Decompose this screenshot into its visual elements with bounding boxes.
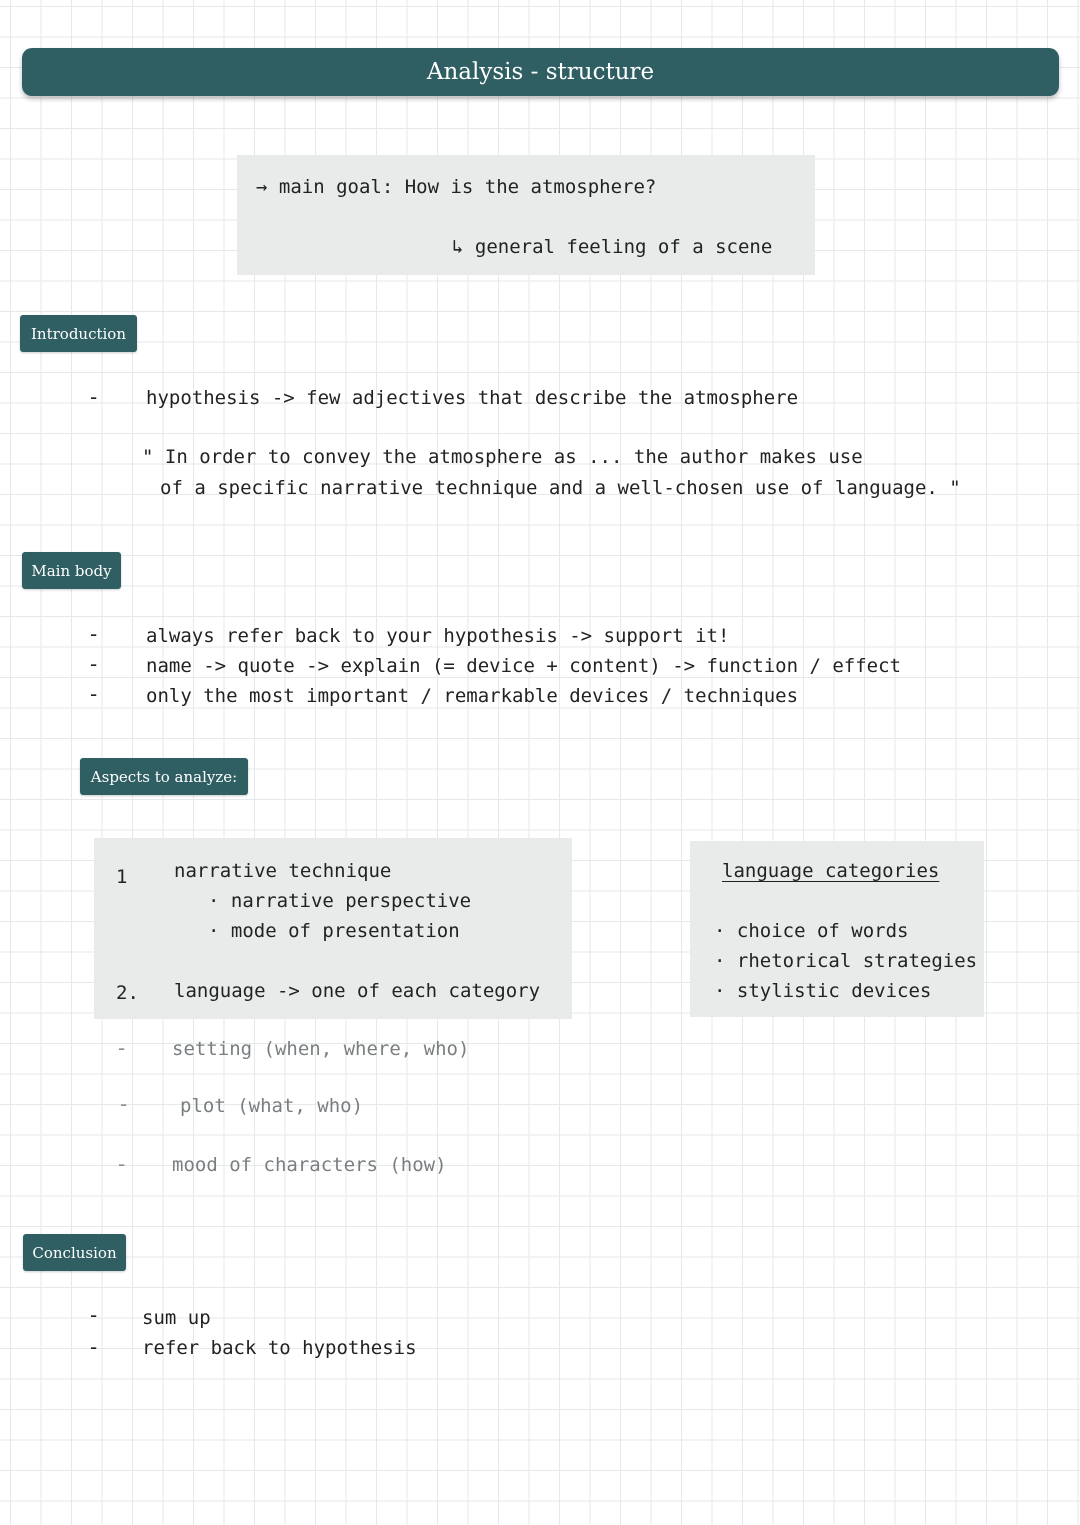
conclusion-sum-up: sum up [142,1307,211,1329]
main-goal-subtext: ↳ general feeling of a scene [452,236,773,258]
language-category-item: · choice of words [714,920,909,942]
bullet-dash: - [118,1036,126,1060]
language-categories-title: language categories [722,860,940,882]
language-category-item: · stylistic devices [714,980,932,1002]
bullet-dash: - [90,622,98,646]
aspect-setting: setting (when, where, who) [172,1038,470,1060]
bullet-dash: - [90,385,98,409]
section-tag-main-body: Main body [22,552,121,589]
page-title: Analysis - structure [22,48,1059,96]
aspect-sub-narrative-perspective: · narrative perspective [208,890,472,912]
section-tag-introduction: Introduction [20,315,137,352]
bullet-dash: - [90,1303,98,1327]
aspect-narrative-technique: narrative technique [174,860,392,882]
bullet-dash: - [90,652,98,676]
main-body-line3: only the most important / remarkable devices / techniques [146,685,799,707]
main-body-line2: name -> quote -> explain (= device + content) -> function / effect [146,655,901,677]
intro-quote-line2: of a specific narrative technique and a well-chosen use of language. " [160,477,961,499]
section-tag-conclusion: Conclusion [23,1234,126,1271]
main-goal-text: → main goal: How is the atmosphere? [256,176,657,198]
bullet-dash: - [90,682,98,706]
intro-quote-line1: " In order to convey the atmosphere as ... the author makes use [142,446,863,468]
section-tag-aspects: Aspects to analyze: [80,758,248,795]
conclusion-refer-back: refer back to hypothesis [142,1337,417,1359]
aspect-mood: mood of characters (how) [172,1154,447,1176]
intro-hypothesis: hypothesis -> few adjectives that describe the atmosphere [146,387,799,409]
aspect-language: language -> one of each category [174,980,541,1002]
bullet-dash: - [90,1335,98,1359]
bullet-dash: - [118,1152,126,1176]
aspect-plot: plot (what, who) [180,1095,364,1117]
language-category-item: · rhetorical strategies [714,950,978,972]
aspect-number-1: 1 [116,866,128,888]
bullet-dash: - [120,1092,128,1116]
aspect-sub-mode-of-presentation: · mode of presentation [208,920,460,942]
main-body-line1: always refer back to your hypothesis -> support it! [146,625,730,647]
aspect-number-2: 2. [116,982,139,1004]
